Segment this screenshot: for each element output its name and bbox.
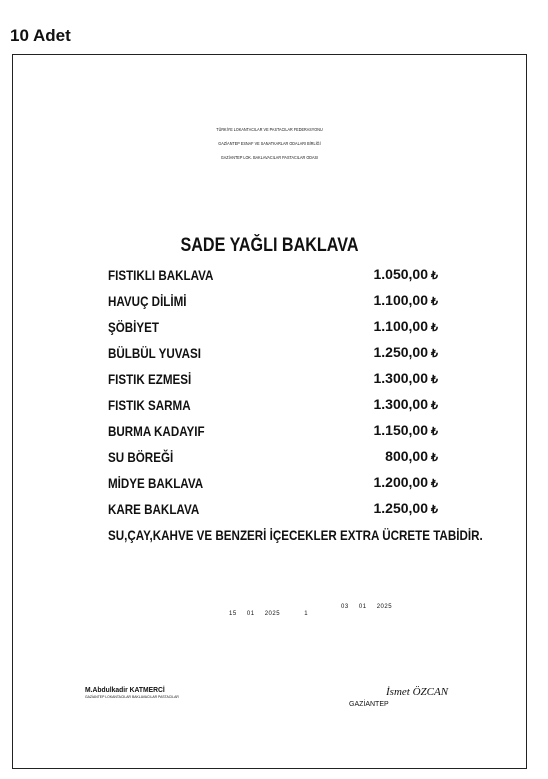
menu-item-name: ŞÖBİYET (108, 319, 160, 335)
date-day: 03 (341, 604, 349, 610)
lira-icon: ₺ (431, 322, 438, 334)
menu-item (108, 447, 438, 473)
menu-item-name: BURMA KADAYIF (108, 423, 205, 439)
signatory-city: GAZİANTEP (349, 701, 389, 708)
menu-item-name: FISTIK EZMESİ (108, 371, 192, 387)
signatory-name: İsmet ÖZCAN (386, 686, 449, 698)
menu-item-price: 800,00 ₺ (385, 448, 438, 464)
menu-item (108, 317, 438, 343)
signatory-role: GAZİANTEP LOKANTACILAR BAKLAVACILAR PASTACILAR (85, 695, 179, 699)
menu-item-price: 1.100,00 ₺ (373, 292, 438, 308)
menu-item (108, 291, 438, 317)
date-month: 01 (358, 604, 367, 610)
lira-icon: ₺ (431, 348, 438, 360)
organization-header (13, 123, 526, 165)
menu-item (108, 421, 438, 447)
menu-item-price: 1.100,00 ₺ (373, 318, 438, 334)
price-list-sheet (12, 54, 527, 769)
menu-item (108, 369, 438, 395)
menu-item-name: BÜLBÜL YUVASI (108, 345, 201, 361)
menu-item-name: KARE BAKLAVA (108, 501, 200, 517)
menu-item (108, 473, 438, 499)
lira-icon: ₺ (431, 504, 438, 516)
lira-icon: ₺ (431, 452, 438, 464)
menu-item-price: 1.150,00 ₺ (373, 422, 438, 438)
menu-item (108, 395, 438, 421)
menu-item-price: 1.300,00 ₺ (373, 370, 438, 386)
lira-icon: ₺ (431, 296, 438, 308)
date-right (341, 604, 400, 610)
document-count-title: 10 Adet (10, 26, 71, 45)
signatory-name: M.Abdulkadir KATMERCİ (85, 685, 165, 694)
menu-item-name: FISTIKLI BAKLAVA (108, 267, 214, 283)
org-line-union: GAZİANTEP ESNAF VE SANATKARLAR ODALARI BİRLİĞİ (218, 141, 321, 146)
menu-item-price: 1.250,00 ₺ (373, 500, 438, 516)
menu-item-list (108, 265, 438, 525)
date-year: 2025 (264, 611, 281, 617)
signature-right (349, 686, 449, 708)
menu-item (108, 343, 438, 369)
menu-item (108, 265, 438, 291)
date-left (229, 611, 316, 617)
org-line-federation: TÜRKİYE LOKANTACILAR VE PASTACILAR FEDERASYONU (216, 127, 323, 132)
lira-icon: ₺ (431, 270, 438, 282)
lira-icon: ₺ (431, 374, 438, 386)
date-year: 2025 (376, 604, 393, 610)
beverage-note: SU,ÇAY,KAHVE VE BENZERİ İÇECEKLER EXTRA ÜCRETE TABİDİR. (108, 527, 483, 543)
menu-item-price: 1.250,00 ₺ (373, 344, 438, 360)
menu-item-name: FISTIK SARMA (108, 397, 191, 413)
signature-left (85, 685, 189, 699)
menu-item-price: 1.300,00 ₺ (373, 396, 438, 412)
date-day: 15 (229, 611, 237, 617)
date-month: 01 (246, 611, 255, 617)
menu-heading: SADE YAĞLI BAKLAVA (180, 235, 359, 256)
menu-item (108, 499, 438, 525)
lira-icon: ₺ (431, 400, 438, 412)
menu-item-price: 1.050,00 ₺ (373, 266, 438, 282)
lira-icon: ₺ (431, 478, 438, 490)
menu-item-price: 1.200,00 ₺ (373, 474, 438, 490)
org-line-chamber: GAZİANTEP LOK. BAKLAVACILAR PASTACILAR ODASI (220, 155, 319, 160)
date-extra: 1 (304, 611, 309, 617)
menu-item-name: SU BÖREĞİ (108, 449, 174, 465)
menu-item-name: MİDYE BAKLAVA (108, 475, 204, 491)
menu-item-name: HAVUÇ DİLİMİ (108, 293, 187, 309)
lira-icon: ₺ (431, 426, 438, 438)
